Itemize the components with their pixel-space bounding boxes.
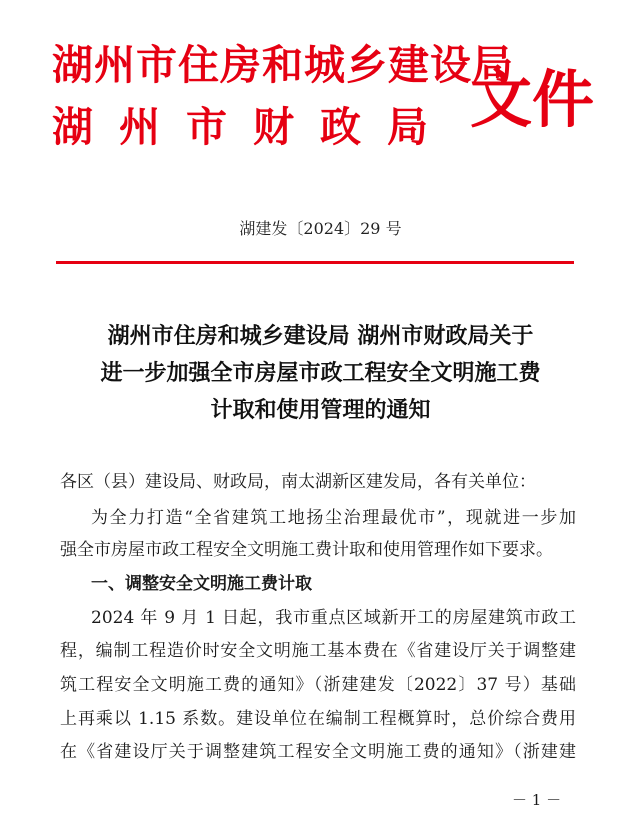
section-heading-1: 一、调整安全文明施工费计取 (91, 574, 312, 594)
issuer-name-finance-bureau: 湖州市财政局 (52, 103, 454, 151)
paragraph-1-line-5: 在《省建设厅关于调整建筑工程安全文明施工费的通知》（浙建建 (60, 742, 576, 762)
title-line-1: 湖州市住房和城乡建设局 湖州市财政局关于 (107, 323, 534, 349)
paragraph-1-line-4: 上再乘以 1.15 系数。建设单位在编制工程概算时，总价综合费用 (60, 709, 576, 729)
title-line-3: 计取和使用管理的通知 (210, 397, 431, 423)
title-line-2: 进一步加强全市房屋市政工程安全文明施工费 (100, 360, 541, 386)
issuer-name-housing-bureau: 湖州市住房和城乡建设局 (52, 41, 514, 89)
intro-line-1: 为全力打造“全省建筑工地扬尘治理最优市”，现就进一步加 (91, 508, 576, 528)
document-title (40, 318, 601, 429)
intro-line-2: 强全市房屋市政工程安全文明施工费计取和使用管理作如下要求。 (60, 540, 553, 560)
document-number: 湖建发〔2024〕29 号 (239, 219, 402, 238)
salutation: 各区（县）建设局、财政局，南太湖新区建发局，各有关单位： (60, 472, 536, 492)
paragraph-1-line-1: 2024 年 9 月 1 日起，我市重点区域新开工的房屋建筑市政工 (91, 608, 576, 628)
red-divider-rule (56, 261, 574, 264)
page-number: － 1 － (512, 791, 562, 809)
paragraph-1-line-2: 程，编制工程造价时安全文明施工基本费在《省建设厅关于调整建 (60, 641, 576, 661)
document-type-label: 文件 (470, 63, 595, 136)
paragraph-1-line-3: 筑工程安全文明施工费的通知》（浙建建发〔2022〕37 号）基础 (60, 675, 576, 695)
